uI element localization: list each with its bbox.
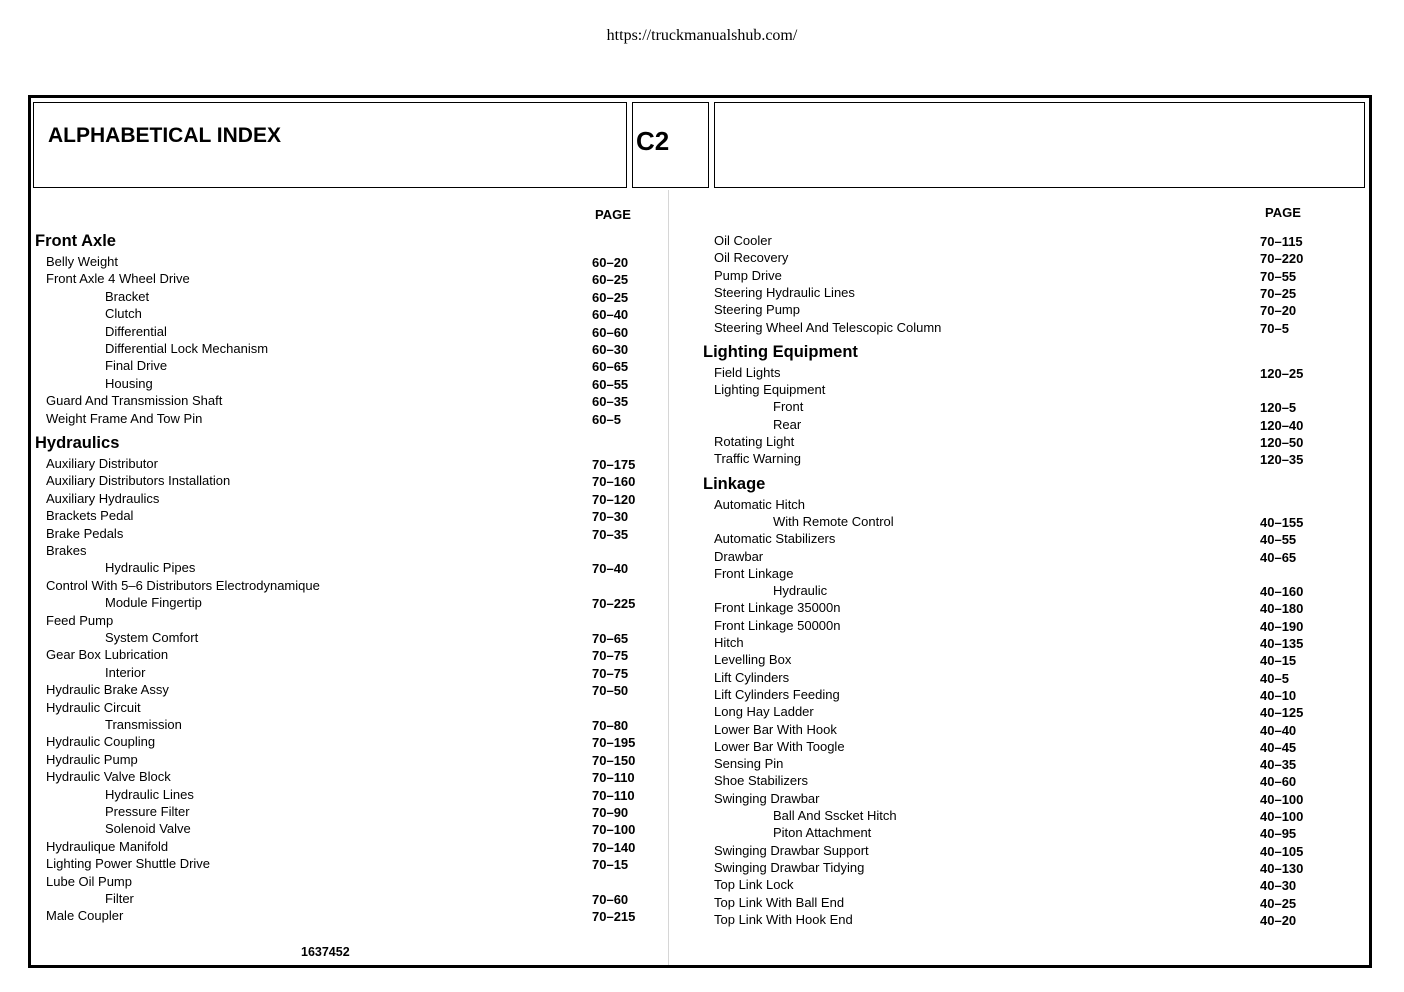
index-entry-label: Feed Pump bbox=[46, 612, 114, 628]
index-entry-page: 70–115 bbox=[1260, 234, 1303, 249]
index-entry-label: Hydraulique Manifold bbox=[46, 838, 169, 854]
index-entry-label: Lift Cylinders bbox=[714, 669, 790, 685]
index-entry-label: Hydraulic bbox=[773, 583, 828, 599]
index-entry-label: Top Link With Hook End bbox=[714, 911, 853, 927]
index-entry-label: Front Linkage 50000n bbox=[714, 617, 841, 633]
index-entry-page: 40–30 bbox=[1260, 878, 1297, 894]
index-entry-page: 70–225 bbox=[592, 596, 636, 612]
index-entry-label: Interior bbox=[105, 664, 146, 680]
index-entry-page: 40–190 bbox=[1260, 618, 1304, 634]
index-entry-page: 40–10 bbox=[1260, 687, 1297, 703]
index-entry-label: Piton Attachment bbox=[773, 825, 872, 841]
index-entry-page: 120–5 bbox=[1260, 400, 1297, 416]
index-entry-label: Housing bbox=[105, 375, 153, 391]
index-entry-page: 70–160 bbox=[592, 474, 636, 490]
index-entry-label: Top Link Lock bbox=[714, 877, 794, 893]
index-entry-label: Differential Lock Mechanism bbox=[105, 341, 269, 356]
index-entry-label: Rear bbox=[773, 416, 802, 432]
index-entry-label: Long Hay Ladder bbox=[714, 704, 814, 720]
index-entry-label: Lower Bar With Toogle bbox=[714, 738, 845, 754]
section-heading: Front Axle bbox=[35, 232, 116, 250]
index-entry-page: 60–40 bbox=[592, 307, 629, 323]
index-entry-label: Oil Recovery bbox=[714, 250, 789, 266]
index-entry-label: Ball And Sscket Hitch bbox=[773, 808, 897, 823]
index-entry-label: Hydraulic Lines bbox=[105, 786, 194, 802]
index-entry-page: 40–40 bbox=[1260, 722, 1297, 738]
index-entry-label: Front Axle 4 Wheel Drive bbox=[46, 271, 190, 287]
source-url: https://truckmanualshub.com/ bbox=[606, 27, 798, 44]
index-entry-page: 60–35 bbox=[592, 394, 629, 410]
index-entry-label: Swinging Drawbar bbox=[714, 790, 820, 806]
index-entry-label: Steering Hydraulic Lines bbox=[714, 284, 855, 300]
index-entry-page: 70–215 bbox=[592, 909, 636, 925]
index-entry-label: Steering Pump bbox=[714, 302, 800, 318]
index-entry-label: Bracket bbox=[105, 288, 150, 304]
index-entry-label: Drawbar bbox=[714, 548, 764, 564]
index-entry-label: Hydraulic Pipes bbox=[105, 560, 196, 576]
index-entry-page: 60–5 bbox=[592, 411, 621, 427]
index-entry-page: 40–135 bbox=[1260, 636, 1304, 651]
index-entry-label: Control With 5–6 Distributors Electrodynamique bbox=[46, 577, 320, 593]
index-page-frame bbox=[28, 95, 1372, 968]
index-entry-label: Traffic Warning bbox=[714, 451, 801, 467]
index-entry-page: 70–100 bbox=[592, 822, 636, 838]
index-entry-label: Rotating Light bbox=[714, 434, 795, 449]
index-entry-page: 40–95 bbox=[1260, 826, 1297, 842]
index-entry-label: Front Linkage bbox=[714, 565, 794, 581]
page-title: ALPHABETICAL INDEX bbox=[48, 124, 281, 147]
index-entry-page: 70–75 bbox=[592, 665, 629, 681]
index-entry-label: Filter bbox=[105, 891, 134, 906]
index-entry-page: 40–25 bbox=[1260, 895, 1297, 911]
index-entry-label: Oil Cooler bbox=[714, 233, 772, 248]
index-entry-page: 70–20 bbox=[1260, 303, 1297, 319]
index-entry-page: 70–110 bbox=[592, 787, 635, 803]
index-entry-page: 60–30 bbox=[592, 342, 629, 357]
index-entry-page: 70–40 bbox=[592, 561, 629, 577]
right-page-heading: PAGE bbox=[1265, 205, 1301, 220]
index-entry-label: Front Linkage 35000n bbox=[714, 600, 841, 616]
index-entry-label: Module Fingertip bbox=[105, 595, 202, 611]
index-entry-page: 60–20 bbox=[592, 255, 629, 270]
index-entry-page: 60–60 bbox=[592, 324, 629, 340]
index-entry-label: Auxiliary Distributor bbox=[46, 456, 158, 471]
index-entry-label: Swinging Drawbar Tidying bbox=[714, 859, 865, 875]
index-entry-label: Pressure Filter bbox=[105, 804, 190, 819]
index-entry-page: 120–25 bbox=[1260, 365, 1304, 381]
index-entry-page: 70–110 bbox=[592, 770, 635, 786]
blank-header-box bbox=[714, 102, 1365, 188]
index-entry-label: Brakes bbox=[46, 543, 87, 558]
index-entry-label: Lighting Power Shuttle Drive bbox=[46, 856, 211, 872]
index-entry-label: Clutch bbox=[105, 306, 142, 322]
index-entry-label: Hydraulic Brake Assy bbox=[46, 682, 169, 698]
index-entry-page: 40–65 bbox=[1260, 549, 1297, 565]
index-entry-page: 40–160 bbox=[1260, 584, 1304, 600]
index-entry-page: 40–60 bbox=[1260, 774, 1297, 790]
index-entry-label: Lighting Equipment bbox=[714, 382, 826, 398]
index-entry-page: 70–195 bbox=[592, 735, 636, 751]
index-entry-page: 60–55 bbox=[592, 376, 629, 392]
index-entry-page: 70–175 bbox=[592, 457, 636, 472]
index-entry-page: 40–15 bbox=[1260, 653, 1297, 669]
index-entry-label: Gear Box Lubrication bbox=[46, 647, 169, 663]
index-entry-page: 70–140 bbox=[592, 839, 636, 855]
index-entry-label: Male Coupler bbox=[46, 908, 124, 924]
section-code: C2 bbox=[636, 126, 670, 156]
index-entry-label: Lube Oil Pump bbox=[46, 873, 132, 889]
index-entry-label: Steering Wheel And Telescopic Column bbox=[714, 319, 942, 335]
column-divider bbox=[668, 190, 669, 965]
index-entry-page: 120–40 bbox=[1260, 417, 1304, 433]
index-entry-page: 70–50 bbox=[592, 683, 629, 699]
index-entry-label: Swinging Drawbar Support bbox=[714, 842, 869, 858]
index-entry-label: Field Lights bbox=[714, 364, 781, 380]
index-entry-label: Guard And Transmission Shaft bbox=[46, 393, 223, 409]
index-entry-page: 70–35 bbox=[592, 526, 629, 542]
index-entry-label: Automatic Hitch bbox=[714, 496, 806, 512]
index-entry-page: 40–125 bbox=[1260, 705, 1304, 721]
index-entry-label: Lift Cylinders Feeding bbox=[714, 686, 840, 702]
index-entry-page: 70–90 bbox=[592, 805, 629, 820]
index-entry-label: Front bbox=[773, 399, 804, 415]
index-entry-label: Solenoid Valve bbox=[105, 821, 191, 837]
index-entry-label: Top Link With Ball End bbox=[714, 894, 845, 910]
index-entry-page: 70–5 bbox=[1260, 320, 1289, 336]
document-code: 1637452 bbox=[301, 945, 350, 959]
index-entry-page: 120–35 bbox=[1260, 452, 1304, 468]
index-entry-label: Shoe Stabilizers bbox=[714, 773, 808, 789]
index-entry-page: 70–25 bbox=[1260, 285, 1297, 301]
index-entry-label: System Comfort bbox=[105, 630, 199, 645]
index-entry-page: 40–105 bbox=[1260, 843, 1304, 859]
index-entry-label: Lower Bar With Hook bbox=[714, 721, 837, 737]
index-entry-page: 40–20 bbox=[1260, 912, 1297, 928]
index-entry-label: Differential bbox=[105, 323, 167, 339]
section-heading: Hydraulics bbox=[35, 434, 120, 452]
index-entry-label: Weight Frame And Tow Pin bbox=[46, 410, 203, 426]
index-entry-page: 70–30 bbox=[592, 509, 629, 525]
index-entry-page: 70–80 bbox=[592, 718, 629, 733]
left-page-heading: PAGE bbox=[595, 207, 631, 222]
index-entry-page: 40–155 bbox=[1260, 514, 1304, 530]
index-entry-page: 40–5 bbox=[1260, 670, 1289, 686]
index-entry-label: Auxiliary Hydraulics bbox=[46, 490, 160, 506]
index-entry-page: 70–60 bbox=[592, 892, 629, 907]
index-entry-page: 60–25 bbox=[592, 289, 629, 305]
index-entry-label: Hitch bbox=[714, 635, 744, 650]
index-entry-page: 40–100 bbox=[1260, 791, 1304, 807]
index-entry-label: With Remote Control bbox=[773, 513, 894, 529]
index-entry-label: Final Drive bbox=[105, 358, 168, 374]
index-entry-page: 40–45 bbox=[1260, 739, 1297, 755]
index-entry-page: 40–100 bbox=[1260, 809, 1304, 824]
index-entry-label: Belly Weight bbox=[46, 254, 119, 269]
index-entry-label: Automatic Stabilizers bbox=[714, 531, 836, 547]
index-entry-page: 70–55 bbox=[1260, 268, 1297, 284]
index-entry-page: 70–75 bbox=[592, 648, 629, 664]
index-entry-page: 70–220 bbox=[1260, 251, 1304, 267]
index-entry-page: 40–55 bbox=[1260, 532, 1297, 548]
index-entry-page: 120–50 bbox=[1260, 435, 1304, 450]
index-entry-label: Levelling Box bbox=[714, 652, 792, 668]
index-entry-label: Pump Drive bbox=[714, 267, 782, 283]
index-entry-page: 40–180 bbox=[1260, 601, 1304, 617]
index-entry-page: 40–130 bbox=[1260, 860, 1304, 876]
section-heading: Lighting Equipment bbox=[703, 342, 858, 361]
index-entry-label: Hydraulic Pump bbox=[46, 751, 138, 767]
index-entry-page: 40–35 bbox=[1260, 757, 1297, 773]
index-entry-page: 70–65 bbox=[592, 631, 629, 646]
index-entry-page: 70–120 bbox=[592, 491, 636, 507]
index-entry-label: Hydraulic Coupling bbox=[46, 734, 156, 750]
index-entry-page: 70–150 bbox=[592, 752, 636, 768]
index-entry-label: Hydraulic Circuit bbox=[46, 699, 141, 715]
index-entry-page: 70–15 bbox=[592, 857, 629, 873]
index-entry-label: Transmission bbox=[105, 717, 182, 732]
section-heading: Linkage bbox=[703, 474, 766, 493]
index-entry-label: Hydraulic Valve Block bbox=[46, 769, 171, 785]
index-entry-page: 60–65 bbox=[592, 359, 629, 375]
index-entry-label: Brackets Pedal bbox=[46, 508, 134, 524]
index-entry-label: Brake Pedals bbox=[46, 525, 124, 541]
index-entry-label: Sensing Pin bbox=[714, 756, 784, 772]
index-entry-page: 60–25 bbox=[592, 272, 629, 288]
index-entry-label: Auxiliary Distributors Installation bbox=[46, 473, 231, 489]
